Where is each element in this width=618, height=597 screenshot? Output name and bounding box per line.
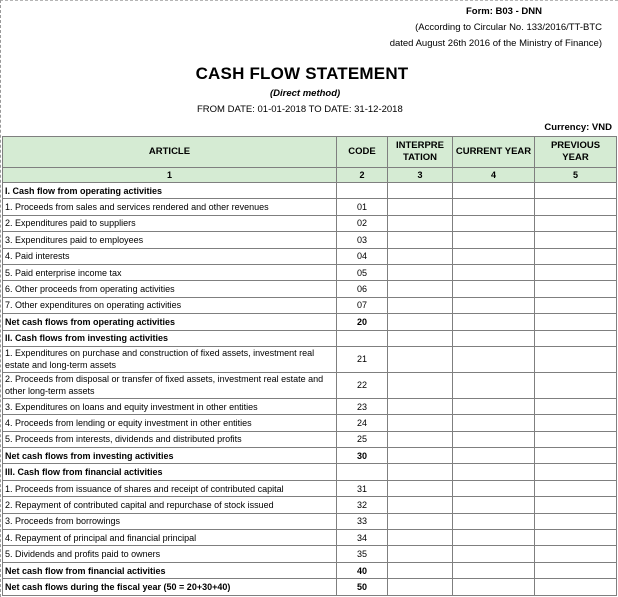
row-article: Net cash flows from operating activities xyxy=(3,314,337,330)
row-interpretation[interactable] xyxy=(388,346,453,372)
row-interpretation[interactable] xyxy=(388,530,453,546)
row-code: 40 xyxy=(337,562,388,578)
row-interpretation[interactable] xyxy=(388,464,453,480)
row-previous-year[interactable] xyxy=(535,546,617,562)
row-previous-year[interactable] xyxy=(535,281,617,297)
row-interpretation[interactable] xyxy=(388,372,453,398)
row-article: I. Cash flow from operating activities xyxy=(3,183,337,199)
column-number: 4 xyxy=(453,168,535,183)
row-current-year[interactable] xyxy=(453,330,535,346)
row-article: 2. Expenditures paid to suppliers xyxy=(3,215,337,231)
row-article: 3. Expenditures on loans and equity investment in other entities xyxy=(3,398,337,414)
row-code: 50 xyxy=(337,579,388,595)
row-code: 35 xyxy=(337,546,388,562)
row-current-year[interactable] xyxy=(453,183,535,199)
row-interpretation[interactable] xyxy=(388,248,453,264)
row-code: 06 xyxy=(337,281,388,297)
row-current-year[interactable] xyxy=(453,281,535,297)
page-border-left xyxy=(0,0,1,597)
table-row xyxy=(3,530,617,546)
row-interpretation[interactable] xyxy=(388,183,453,199)
table-row xyxy=(3,314,617,330)
row-article: III. Cash flow from financial activities xyxy=(3,464,337,480)
row-interpretation[interactable] xyxy=(388,579,453,595)
row-current-year[interactable] xyxy=(453,372,535,398)
row-article: 5. Dividends and profits paid to owners xyxy=(3,546,337,562)
row-interpretation[interactable] xyxy=(388,431,453,447)
row-previous-year[interactable] xyxy=(535,372,617,398)
table-row xyxy=(3,264,617,280)
row-article: 6. Other proceeds from operating activities xyxy=(3,281,337,297)
row-code: 30 xyxy=(337,448,388,464)
row-interpretation[interactable] xyxy=(388,297,453,313)
row-interpretation[interactable] xyxy=(388,398,453,414)
row-interpretation[interactable] xyxy=(388,215,453,231)
row-previous-year[interactable] xyxy=(535,398,617,414)
row-previous-year[interactable] xyxy=(535,248,617,264)
header-current-year-text: CURRENT YEAR xyxy=(455,146,532,157)
table-row xyxy=(3,297,617,313)
row-article: 5. Proceeds from interests, dividends and distributed profits xyxy=(3,431,337,447)
row-article: 5. Paid enterprise income tax xyxy=(3,264,337,280)
cash-flow-table xyxy=(2,136,617,596)
row-code xyxy=(337,464,388,480)
statement-title xyxy=(0,64,618,84)
table-row xyxy=(3,464,617,480)
column-number-row xyxy=(3,168,617,183)
table-row xyxy=(3,398,617,414)
row-code: 21 xyxy=(337,346,388,372)
row-article: Net cash flow from financial activities xyxy=(3,562,337,578)
header-previous-year-text: PREVIOUS YEAR xyxy=(550,140,601,163)
row-article: 2. Repayment of contributed capital and repurchase of stock issued xyxy=(3,497,337,513)
row-code: 34 xyxy=(337,530,388,546)
table-row xyxy=(3,480,617,496)
row-code: 32 xyxy=(337,497,388,513)
row-code xyxy=(337,330,388,346)
row-article: Net cash flows during the fiscal year (50 = 20+30+40) xyxy=(3,579,337,595)
row-current-year[interactable] xyxy=(453,232,535,248)
table-row xyxy=(3,513,617,529)
row-current-year[interactable] xyxy=(453,546,535,562)
row-interpretation[interactable] xyxy=(388,415,453,431)
row-interpretation[interactable] xyxy=(388,199,453,215)
table-row xyxy=(3,346,617,372)
row-article: 1. Proceeds from sales and services rendered and other revenues xyxy=(3,199,337,215)
statement-title-text: CASH FLOW STATEMENT xyxy=(195,64,409,83)
row-interpretation[interactable] xyxy=(388,281,453,297)
row-article: II. Cash flows from investing activities xyxy=(3,330,337,346)
circular-date: dated August 26th 2016 of the Ministry of Finance) xyxy=(389,38,602,49)
row-previous-year[interactable] xyxy=(535,346,617,372)
row-previous-year[interactable] xyxy=(535,264,617,280)
row-code: 24 xyxy=(337,415,388,431)
table-row xyxy=(3,330,617,346)
table-row xyxy=(3,431,617,447)
row-code: 22 xyxy=(337,372,388,398)
row-interpretation[interactable] xyxy=(388,546,453,562)
table-row xyxy=(3,248,617,264)
row-previous-year[interactable] xyxy=(535,297,617,313)
row-article: 4. Proceeds from lending or equity investment in other entities xyxy=(3,415,337,431)
row-article: 2. Proceeds from disposal or transfer of fixed assets, investment real estate and other long-term assets xyxy=(3,372,337,398)
table-row xyxy=(3,215,617,231)
row-article: 7. Other expenditures on operating activities xyxy=(3,297,337,313)
table-row xyxy=(3,546,617,562)
row-interpretation[interactable] xyxy=(388,562,453,578)
row-code: 33 xyxy=(337,513,388,529)
row-current-year[interactable] xyxy=(453,264,535,280)
row-current-year[interactable] xyxy=(453,480,535,496)
row-previous-year[interactable] xyxy=(535,215,617,231)
row-code: 07 xyxy=(337,297,388,313)
row-current-year[interactable] xyxy=(453,398,535,414)
header-code: CODE xyxy=(337,137,388,168)
column-number: 1 xyxy=(3,168,337,183)
row-previous-year[interactable] xyxy=(535,415,617,431)
row-code: 20 xyxy=(337,314,388,330)
row-interpretation[interactable] xyxy=(388,513,453,529)
header-article: ARTICLE xyxy=(3,137,337,168)
row-code: 04 xyxy=(337,248,388,264)
header-current-year xyxy=(453,137,535,168)
row-current-year[interactable] xyxy=(453,199,535,215)
row-article: 4. Repayment of principal and financial principal xyxy=(3,530,337,546)
row-code: 02 xyxy=(337,215,388,231)
row-article: 3. Expenditures paid to employees xyxy=(3,232,337,248)
row-current-year[interactable] xyxy=(453,346,535,372)
row-article: 1. Proceeds from issuance of shares and receipt of contributed capital xyxy=(3,480,337,496)
header-interpretation xyxy=(388,137,453,168)
row-current-year[interactable] xyxy=(453,297,535,313)
row-article: 1. Expenditures on purchase and construction of fixed assets, investment real estate and long-term assets xyxy=(3,346,337,372)
row-current-year[interactable] xyxy=(453,448,535,464)
table-row xyxy=(3,579,617,595)
row-article: Net cash flows from investing activities xyxy=(3,448,337,464)
circular-reference: (According to Circular No. 133/2016/TT-BTC xyxy=(415,22,602,33)
row-current-year[interactable] xyxy=(453,530,535,546)
table-row xyxy=(3,497,617,513)
row-interpretation[interactable] xyxy=(388,232,453,248)
row-current-year[interactable] xyxy=(453,431,535,447)
row-article: 4. Paid interests xyxy=(3,248,337,264)
row-previous-year[interactable] xyxy=(535,330,617,346)
row-current-year[interactable] xyxy=(453,215,535,231)
row-current-year[interactable] xyxy=(453,513,535,529)
row-code: 31 xyxy=(337,480,388,496)
row-current-year[interactable] xyxy=(453,497,535,513)
table-row xyxy=(3,562,617,578)
statement-method: (Direct method) xyxy=(270,88,341,99)
header-interpretation-text: INTERPRE TATION xyxy=(395,140,445,163)
row-previous-year[interactable] xyxy=(535,183,617,199)
row-code: 03 xyxy=(337,232,388,248)
header-row xyxy=(3,137,617,168)
table-row xyxy=(3,183,617,199)
row-code: 01 xyxy=(337,199,388,215)
row-previous-year[interactable] xyxy=(535,480,617,496)
table-row xyxy=(3,199,617,215)
row-previous-year[interactable] xyxy=(535,448,617,464)
statement-date-range: FROM DATE: 01-01-2018 TO DATE: 31-12-2018 xyxy=(197,104,403,115)
row-previous-year[interactable] xyxy=(535,232,617,248)
form-reference xyxy=(390,4,602,52)
row-previous-year[interactable] xyxy=(535,497,617,513)
row-previous-year[interactable] xyxy=(535,579,617,595)
row-current-year[interactable] xyxy=(453,248,535,264)
row-previous-year[interactable] xyxy=(535,464,617,480)
table-row xyxy=(3,372,617,398)
row-previous-year[interactable] xyxy=(535,562,617,578)
row-current-year[interactable] xyxy=(453,464,535,480)
row-previous-year[interactable] xyxy=(535,314,617,330)
column-number: 3 xyxy=(388,168,453,183)
row-article: 3. Proceeds from borrowings xyxy=(3,513,337,529)
row-interpretation[interactable] xyxy=(388,448,453,464)
row-code xyxy=(337,183,388,199)
header-previous-year xyxy=(535,137,617,168)
row-interpretation[interactable] xyxy=(388,480,453,496)
row-current-year[interactable] xyxy=(453,562,535,578)
form-code: Form: B03 - DNN xyxy=(465,6,542,17)
row-code: 05 xyxy=(337,264,388,280)
table-row xyxy=(3,232,617,248)
table-row xyxy=(3,448,617,464)
row-code: 25 xyxy=(337,431,388,447)
row-current-year[interactable] xyxy=(453,415,535,431)
page-border-top xyxy=(0,0,618,1)
column-number: 2 xyxy=(337,168,388,183)
row-current-year[interactable] xyxy=(453,314,535,330)
row-interpretation[interactable] xyxy=(388,314,453,330)
row-interpretation[interactable] xyxy=(388,264,453,280)
row-current-year[interactable] xyxy=(453,579,535,595)
row-previous-year[interactable] xyxy=(535,199,617,215)
table-row xyxy=(3,415,617,431)
currency-label: Currency: VND xyxy=(544,122,612,133)
row-code: 23 xyxy=(337,398,388,414)
table-row xyxy=(3,281,617,297)
column-number: 5 xyxy=(535,168,617,183)
row-previous-year[interactable] xyxy=(535,431,617,447)
row-previous-year[interactable] xyxy=(535,513,617,529)
cash-flow-rows xyxy=(3,183,617,596)
row-interpretation[interactable] xyxy=(388,330,453,346)
row-interpretation[interactable] xyxy=(388,497,453,513)
row-previous-year[interactable] xyxy=(535,530,617,546)
